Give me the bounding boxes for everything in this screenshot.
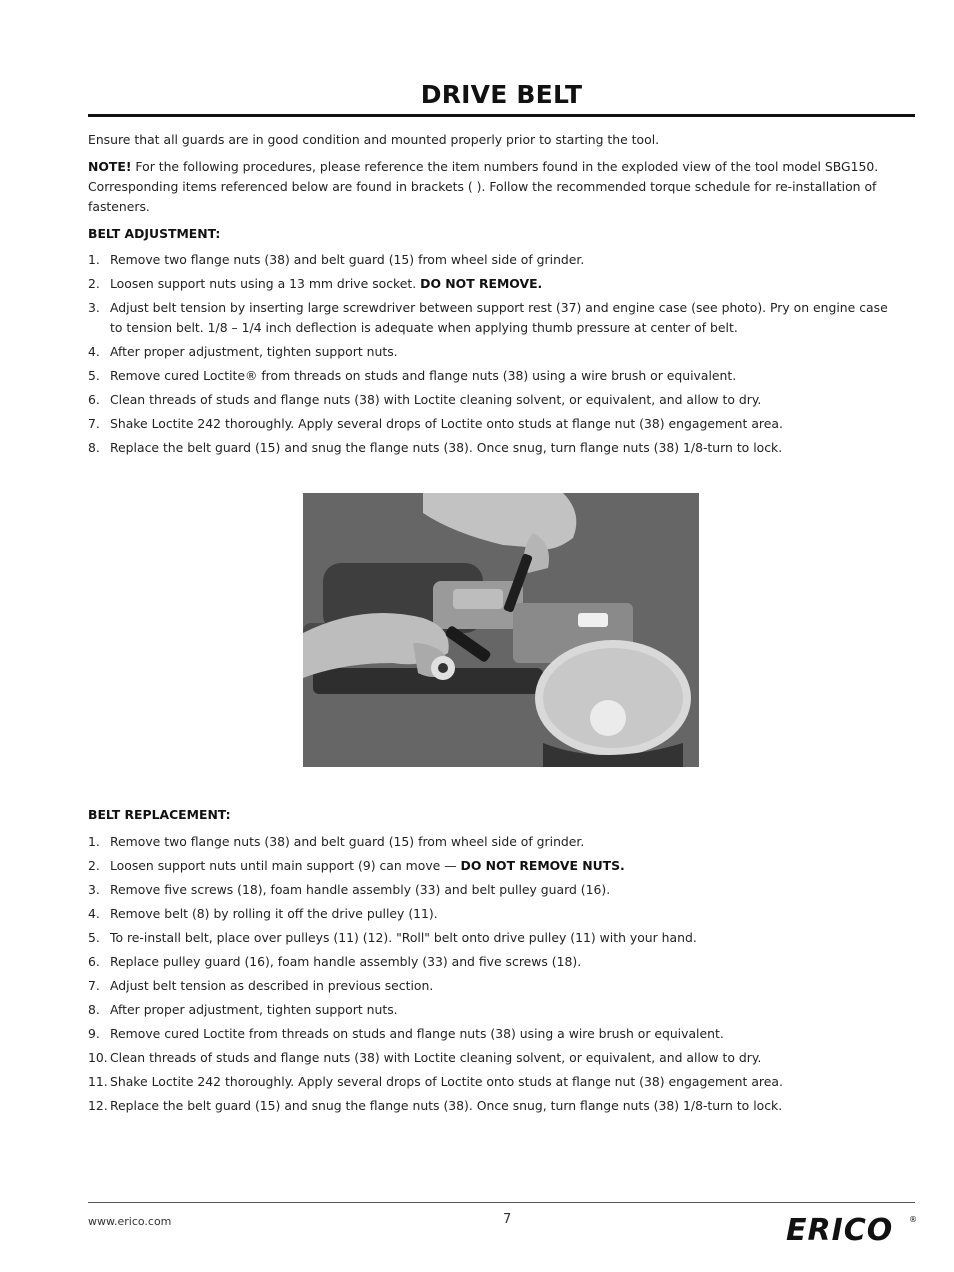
svg-text:®: ® xyxy=(909,1215,917,1224)
list-item: 1. Remove two flange nuts (38) and belt guard (15) from wheel side of grinder. xyxy=(88,252,585,267)
list-item: 5. To re-install belt, place over pulleys (11) (12). "Roll" belt onto drive pulley (11) with your hand. xyxy=(88,930,697,945)
note-paragraph xyxy=(88,157,898,217)
grinder-photo-illustration xyxy=(303,493,699,767)
list-item: 10. Clean threads of studs and flange nuts (38) with Loctite cleaning solvent, or equivalent, and allow to dry. xyxy=(88,1050,762,1065)
belt-adjustment-heading: BELT ADJUSTMENT: xyxy=(88,226,221,241)
list-item: 12. Replace the belt guard (15) and snug the flange nuts (38). Once snug, turn flange nuts (38) 1/8-turn to lock. xyxy=(88,1098,783,1113)
list-item: 9. Remove cured Loctite from threads on studs and flange nuts (38) using a wire brush or equivalent. xyxy=(88,1026,724,1041)
list-item: 4. After proper adjustment, tighten support nuts. xyxy=(88,344,398,359)
list-item: 1. Remove two flange nuts (38) and belt guard (15) from wheel side of grinder. xyxy=(88,834,585,849)
list-item: 7. Shake Loctite 242 thoroughly. Apply several drops of Loctite onto studs at flange nut (38) engagement area. xyxy=(88,416,783,431)
belt-replacement-steps xyxy=(88,832,898,1120)
page-title: DRIVE BELT xyxy=(420,80,583,109)
list-item: 2. Loosen support nuts until main support (9) can move — DO NOT REMOVE NUTS. xyxy=(88,858,625,873)
belt-adjustment-steps xyxy=(88,250,898,462)
list-item: 2. Loosen support nuts using a 13 mm drive socket. DO NOT REMOVE. xyxy=(88,276,543,291)
list-item: 6. Clean threads of studs and flange nuts (38) with Loctite cleaning solvent, or equivalent, and allow to dry. xyxy=(88,392,762,407)
list-item: 6. Replace pulley guard (16), foam handle assembly (33) and five screws (18). xyxy=(88,954,582,969)
title-divider xyxy=(88,114,915,117)
list-item: 7. Adjust belt tension as described in previous section. xyxy=(88,978,434,993)
list-item: 8. Replace the belt guard (15) and snug the flange nuts (38). Once snug, turn flange nuts (38) 1/8-turn to lock. xyxy=(88,440,783,455)
svg-text:ERICO: ERICO xyxy=(786,1213,894,1248)
footer-divider xyxy=(88,1202,915,1203)
page-number: 7 xyxy=(503,1212,512,1227)
intro-paragraph: Ensure that all guards are in good condition and mounted properly prior to starting the tool. xyxy=(88,132,660,147)
footer-url[interactable]: www.erico.com xyxy=(88,1215,172,1228)
belt-replacement-heading: BELT REPLACEMENT: xyxy=(88,807,231,822)
note-label: NOTE! xyxy=(88,159,132,174)
erico-logo xyxy=(784,1210,916,1246)
grinder-belt-photo xyxy=(303,493,699,767)
list-item: 8. After proper adjustment, tighten support nuts. xyxy=(88,1002,398,1017)
note-text: For the following procedures, please reference the item numbers found in the exploded view of the tool model SBG150. Corresponding items referenced below are found in brackets ( ). Follow the recommended torque schedule for re-installation of fasteners. xyxy=(88,159,879,214)
list-item: 5. Remove cured Loctite® from threads on studs and flange nuts (38) using a wire brush or equivalent. xyxy=(88,368,737,383)
erico-logo-mark xyxy=(784,1210,916,1246)
list-item: 4. Remove belt (8) by rolling it off the drive pulley (11). xyxy=(88,906,438,921)
list-item: 3. Remove five screws (18), foam handle assembly (33) and belt pulley guard (16). xyxy=(88,882,611,897)
list-item: 3. Adjust belt tension by inserting large screwdriver between support rest (37) and engine case (see photo). Pry on engine case to tension belt. 1/8 – 1/4 inch deflection is adequate when applying thumb pressure at center of belt. xyxy=(88,300,888,335)
list-item: 11. Shake Loctite 242 thoroughly. Apply several drops of Loctite onto studs at flange nut (38) engagement area. xyxy=(88,1074,783,1089)
